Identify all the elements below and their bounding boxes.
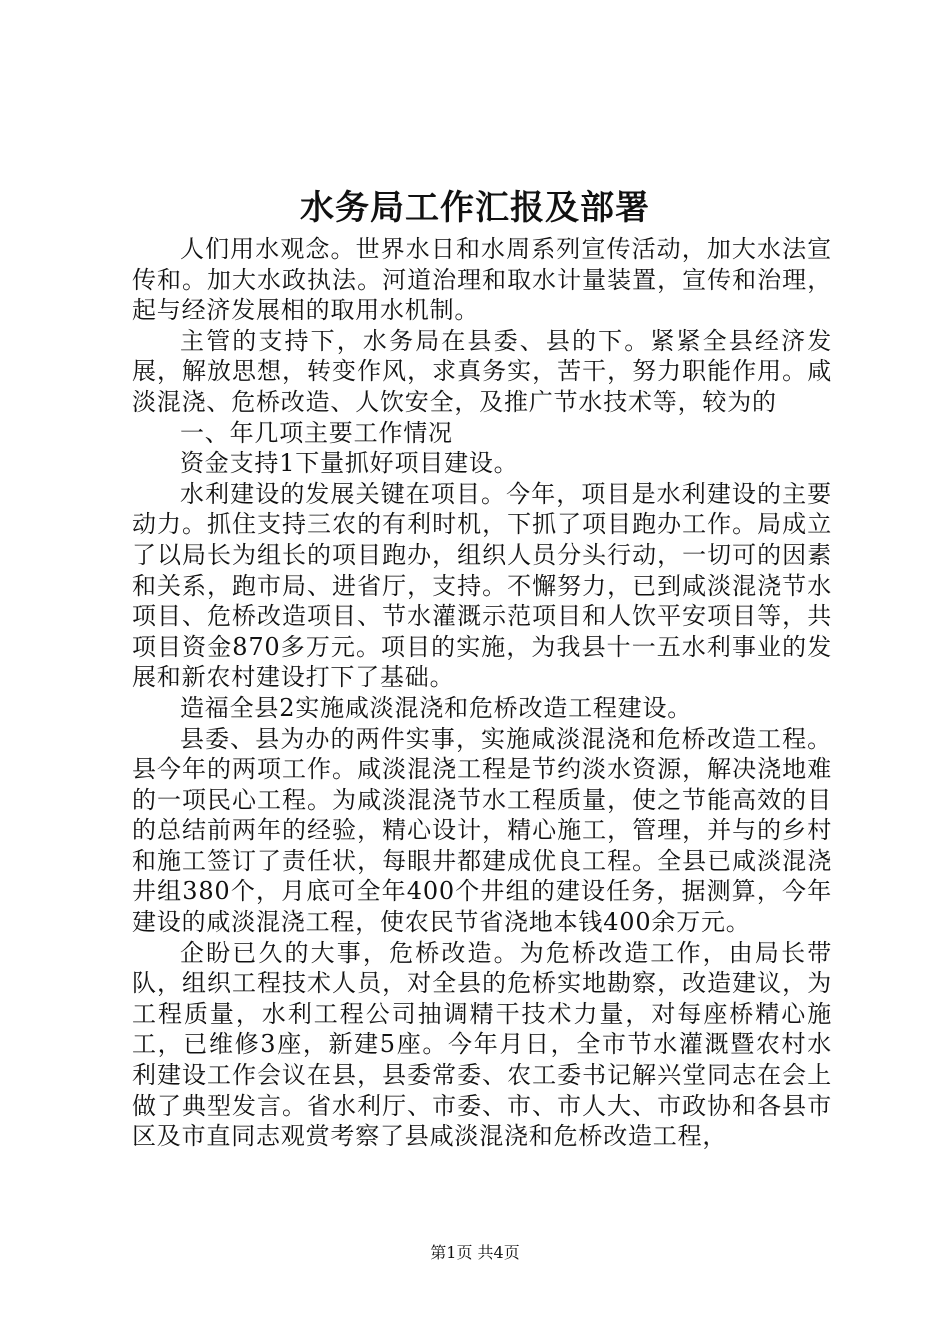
- paragraph: 人们用水观念。世界水日和水周系列宣传活动，加大水法宣传和。加大水政执法。河道治理和取水计量装置，宣传和治理，起与经济发展相的取用水机制。: [132, 235, 832, 325]
- paragraph: 水利建设的发展关键在项目。今年，项目是水利建设的主要动力。抓住支持三农的有利时机，下抓了项目跑办工作。局成立了以局长为组长的项目跑办，组织人员分头行动，一切可的因素和关系，跑市局、进省厅，支持。不懈努力，已到咸淡混浇节水项目、危桥改造项目、节水灌溉示范项目和人饮平安项目等，共项目资金870多万元。项目的实施，为我县十一五水利事业的发展和新农村建设打下了基础。: [132, 479, 832, 692]
- paragraph: 主管的支持下，水务局在县委、县的下。紧紧全县经济发展，解放思想，转变作风，求真务实，苦干，努力职能作用。咸淡混浇、危桥改造、人饮安全，及推广节水技术等，较为的: [132, 326, 832, 416]
- paragraph: 企盼已久的大事，危桥改造。为危桥改造工作，由局长带队，组织工程技术人员，对全县的危桥实地勘察，改造建议，为工程质量，水利工程公司抽调精干技术力量，对每座桥精心施工，已维修3座，新建5座。今年月日，全市节水灌溉暨农村水利建设工作会议在县，县委常委、农工委书记解兴堂同志在会上做了典型发言。省水利厅、市委、市、市人大、市政协和各县市区及市直同志观赏考察了县咸淡混浇和危桥改造工程，: [132, 938, 832, 1151]
- subsection-heading: 造福全县2实施咸淡混浇和危桥改造工程建设。: [180, 693, 693, 722]
- page-number-footer: 第1页 共4页: [430, 1243, 520, 1262]
- subsection-heading: 资金支持1下量抓好项目建设。: [180, 449, 519, 478]
- document-title: 水务局工作汇报及部署: [300, 188, 650, 228]
- section-heading: 一、年几项主要工作情况: [180, 418, 453, 447]
- document-body: [132, 234, 832, 1152]
- paragraph: 县委、县为办的两件实事，实施咸淡混浇和危桥改造工程。县今年的两项工作。咸淡混浇工程是节约淡水资源，解决浇地难的一项民心工程。为咸淡混浇节水工程质量，使之节能高效的目的总结前两年的经验，精心设计，精心施工，管理，并与的乡村和施工签订了责任状，每眼井都建成优良工程。全县已咸淡混浇井组380个，月底可全年400个井组的建设任务，据测算，今年建设的咸淡混浇工程，使农民节省浇地本钱400余万元。: [132, 724, 832, 937]
